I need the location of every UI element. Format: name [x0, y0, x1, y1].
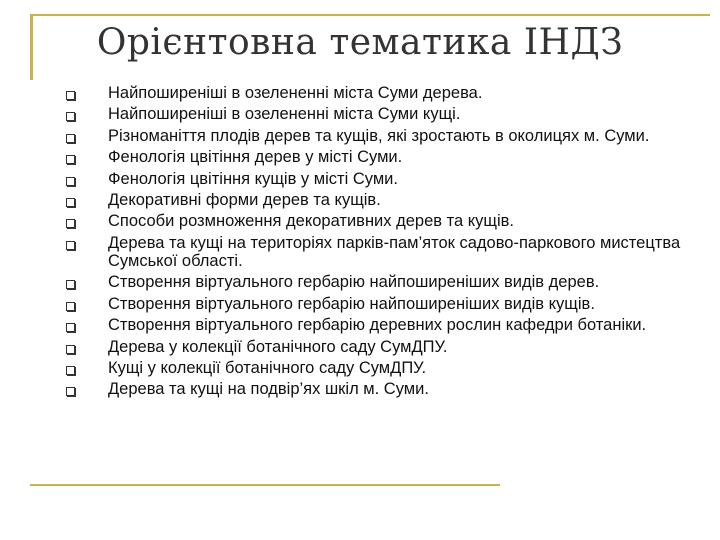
square-bullet-icon [66, 387, 75, 396]
list-item [66, 105, 706, 123]
list-item [66, 212, 706, 230]
slide-title: Орієнтовна тематика ІНДЗ [96, 22, 624, 63]
square-bullet-icon [66, 241, 75, 250]
list-item [66, 380, 706, 398]
decorative-bottom-line [30, 484, 500, 486]
list-item-text: Найпоширеніші в озелененні міста Суми кущі. [108, 105, 461, 124]
list-item-text: Створення віртуального гербарію деревних рослин кафедри ботаніки. [108, 316, 647, 335]
square-bullet-icon [66, 366, 75, 375]
list-item-text: Кущі у колекції ботанічного саду СумДПУ. [108, 358, 427, 377]
list-item [66, 273, 706, 291]
list-item-text: Дерева у колекції ботанічного саду СумДПУ. [108, 337, 448, 356]
decorative-top-line [30, 14, 710, 16]
square-bullet-icon [66, 219, 75, 228]
list-item [66, 234, 706, 270]
list-item [66, 127, 706, 145]
square-bullet-icon [66, 112, 75, 121]
list-item [66, 148, 706, 166]
list-item-text: Способи розмноження декоративних дерев та кущів. [108, 212, 514, 231]
list-item-text: Дерева та кущі на територіях парків-пам’яток садово-паркового мистецтва Сумської області. [108, 233, 681, 270]
list-item-text: Створення віртуального гербарію найпоширеніших видів дерев. [108, 273, 600, 292]
square-bullet-icon [66, 155, 75, 164]
list-item [66, 191, 706, 209]
list-item-text: Створення віртуального гербарію найпоширеніших видів кущів. [108, 294, 595, 313]
square-bullet-icon [66, 345, 75, 354]
list-item [66, 295, 706, 313]
square-bullet-icon [66, 280, 75, 289]
list-item-text: Декоративні форми дерев та кущів. [108, 190, 381, 209]
topic-list [66, 84, 706, 402]
list-item-text: Різноманіття плодів дерев та кущів, які зростають в околицях м. Суми. [108, 126, 650, 145]
list-item-text: Дерева та кущі на подвір’ях шкіл м. Суми. [108, 380, 429, 399]
square-bullet-icon [66, 134, 75, 143]
list-item [66, 170, 706, 188]
square-bullet-icon [66, 302, 75, 311]
list-item-text: Фенологія цвітіння дерев у місті Суми. [108, 148, 403, 167]
square-bullet-icon [66, 177, 75, 186]
list-item [66, 84, 706, 102]
square-bullet-icon [66, 91, 75, 100]
list-item-text: Найпоширеніші в озелененні міста Суми дерева. [108, 84, 483, 102]
square-bullet-icon [66, 198, 75, 207]
list-item [66, 359, 706, 377]
list-item-text: Фенологія цвітіння кущів у місті Суми. [108, 169, 398, 188]
list-item [66, 316, 706, 334]
list-item [66, 338, 706, 356]
square-bullet-icon [66, 323, 75, 332]
